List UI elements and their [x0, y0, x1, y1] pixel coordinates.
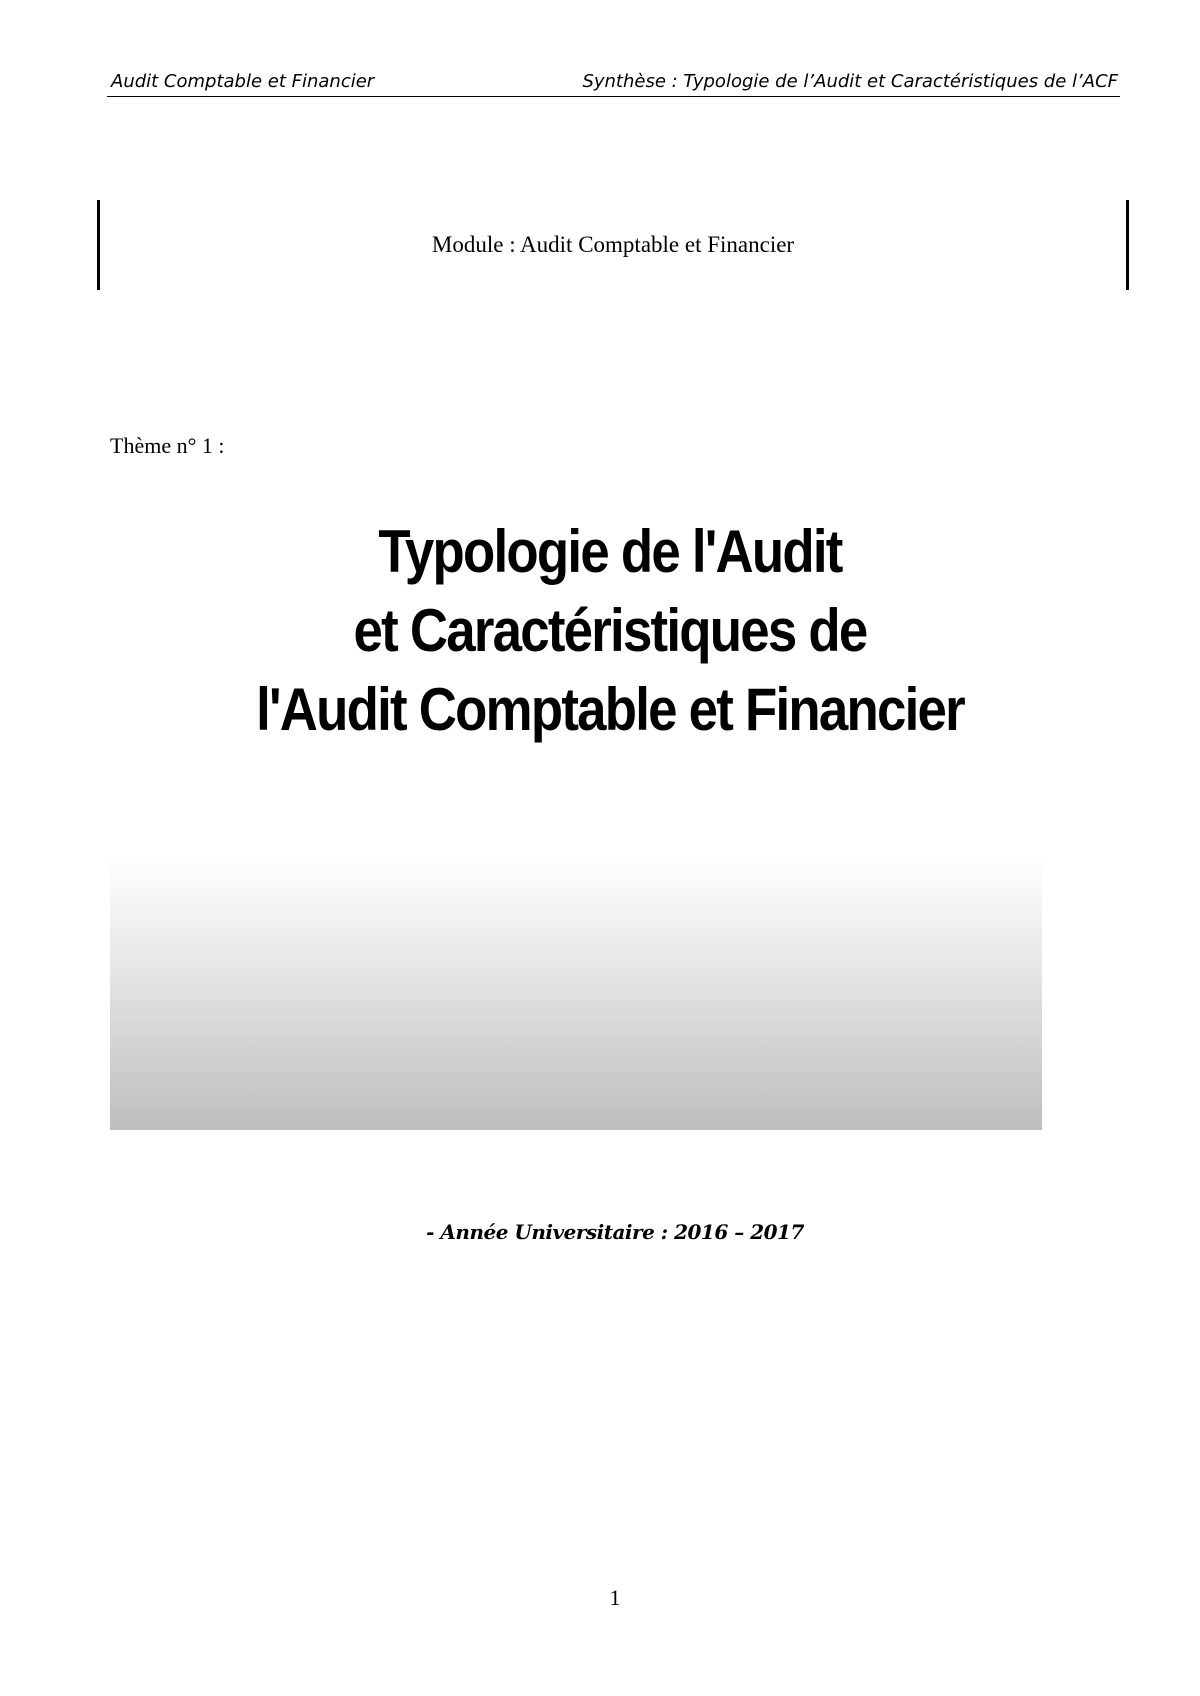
theme-label: Thème n° 1 : [110, 433, 225, 458]
academic-year: - Année Universitaire : 2016 – 2017 [426, 1220, 804, 1244]
page-number: 1 [609, 1585, 621, 1610]
header-left-text: Audit Comptable et Financier [111, 71, 375, 92]
module-right-bar [1126, 200, 1129, 290]
main-title [161, 512, 1059, 749]
main-title-line-1: Typologie de l'Audit [378, 518, 842, 585]
gradient-band [110, 855, 1042, 1130]
header-right-text: Synthèse : Typologie de l’Audit et Caractéristiques de l’ACF [582, 71, 1118, 92]
running-header [107, 68, 1120, 97]
main-title-line-2: et Caractéristiques de [353, 597, 867, 664]
module-box [97, 200, 1129, 290]
main-title-line-3: l'Audit Comptable et Financier [256, 676, 964, 743]
module-title: Module : Audit Comptable et Financier [431, 232, 795, 257]
